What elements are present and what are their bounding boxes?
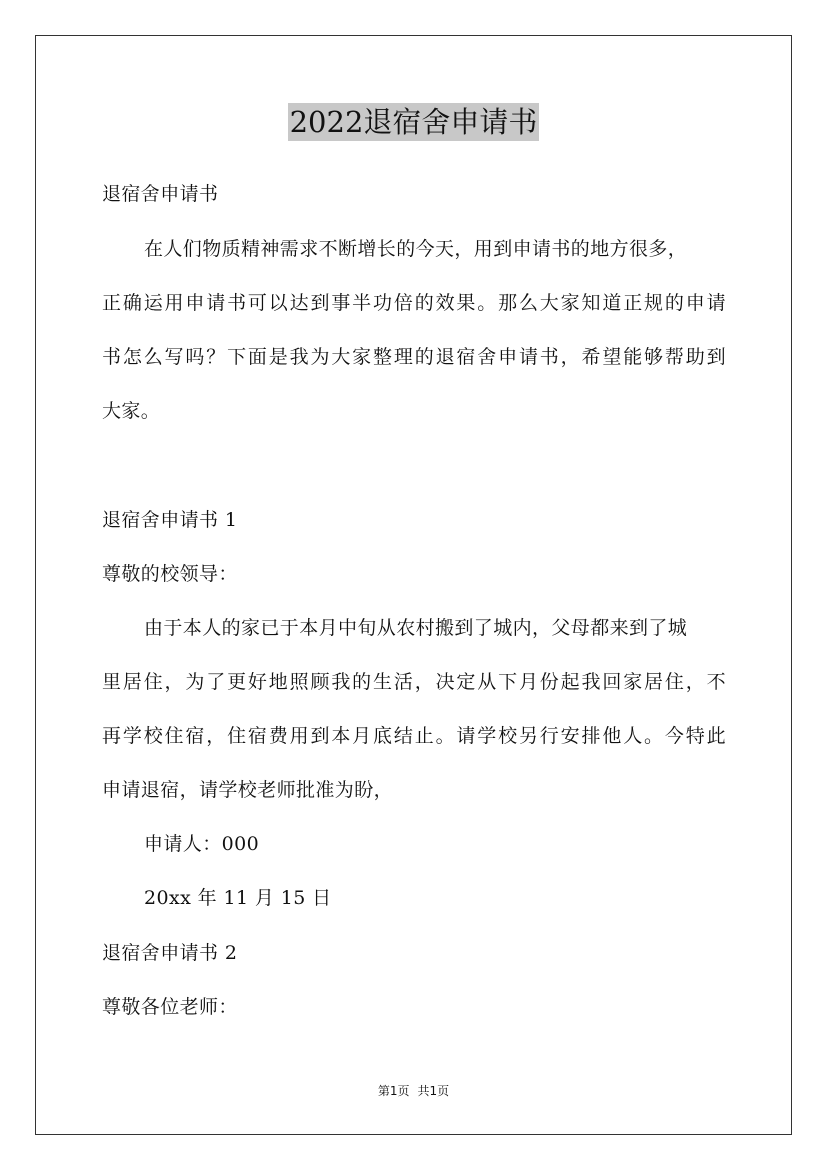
paragraph-line: 书怎么写吗？下面是我为大家整理的退宿舍申请书，希望能够帮助到	[102, 346, 726, 368]
salutation: 尊敬的校领导：	[102, 563, 238, 585]
section-heading: 退宿舍申请书 2	[102, 942, 238, 964]
page-total: 共1页	[417, 1084, 450, 1098]
paragraph-line: 里居住，为了更好地照顾我的生活，决定从下月份起我回家居住，不	[102, 671, 726, 693]
section-heading: 退宿舍申请书	[102, 183, 219, 205]
paragraph-line: 正确运用申请书可以达到事半功倍的效果。那么大家知道正规的申请	[102, 292, 726, 314]
paragraph-line: 再学校住宿，住宿费用到本月底结止。请学校另行安排他人。今特此	[102, 725, 726, 747]
page-number: 第1页	[377, 1084, 410, 1098]
paragraph-line: 在人们物质精神需求不断增长的今天，用到申请书的地方很多，	[144, 238, 688, 260]
date-line: 20xx 年 11 月 15 日	[144, 887, 332, 909]
section-heading: 退宿舍申请书 1	[102, 509, 238, 531]
paragraph-line: 大家。	[102, 400, 161, 422]
paragraph-line: 申请退宿，请学校老师批准为盼，	[102, 779, 394, 801]
applicant-line: 申请人：000	[144, 833, 260, 855]
salutation: 尊敬各位老师：	[102, 996, 238, 1018]
page-footer	[0, 1083, 827, 1099]
document-title: 2022退宿舍申请书	[289, 105, 538, 139]
title-container	[0, 103, 827, 141]
paragraph-line: 由于本人的家已于本月中旬从农村搬到了城内，父母都来到了城	[144, 617, 688, 639]
